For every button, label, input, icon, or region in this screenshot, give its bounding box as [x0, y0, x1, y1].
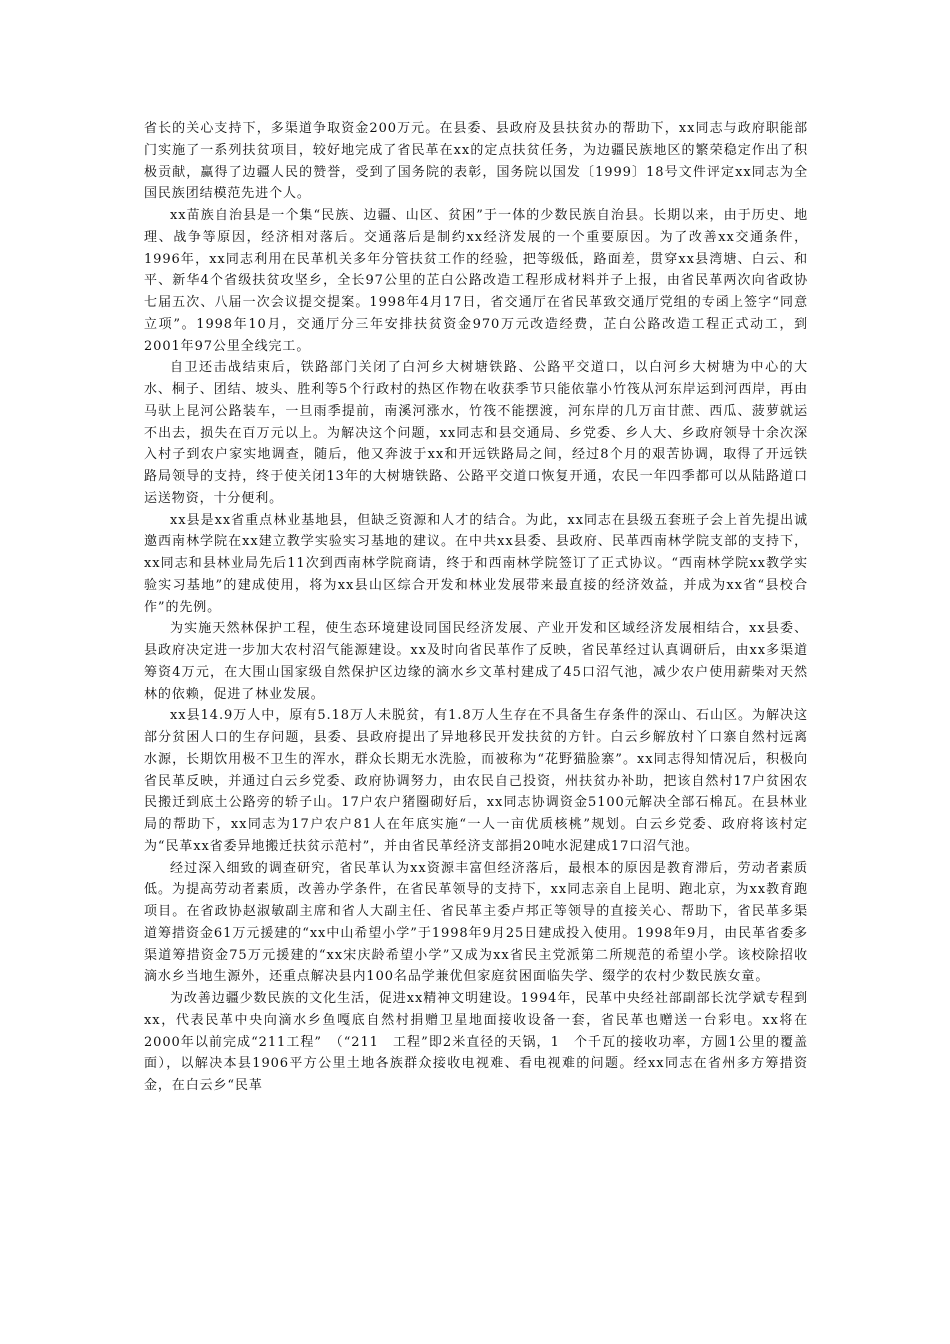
- paragraph-3: 自卫还击战结束后，铁路部门关闭了白河乡大树塘铁路、公路平交道口，以白河乡大树塘为中心的大水、桐子、团结、坡头、胜利等5个行政村的热区作物在收获季节只能依靠小竹筏从河东岸运到河西岸，再由马驮上昆河公路装车，一旦雨季提前，南溪河涨水，竹筏不能摆渡，河东岸的几万亩甘蔗、西瓜、菠萝就运不出去，损失在百万元以上。为解决这个问题，xx同志和县交通局、乡党委、乡人大、乡政府领导十余次深入村子到农户家实地调查，随后，他又奔波于xx和开远铁路局之间，经过8个月的艰苦协调，取得了开远铁路局领导的支持，终于使关闭13年的大树塘铁路、公路平交道口恢复开通，农民一年四季都可以从陆路道口运送物资，十分便利。: [144, 360, 808, 506]
- paragraph-6: xx县14.9万人中，原有5.18万人未脱贫，有1.8万人生存在不具备生存条件的深山、石山区。为解决这部分贫困人口的生存问题，县委、县政府提出了异地移民开发扶贫的方针。白云乡解放村丫口寨自然村远离水源，长期饮用极不卫生的浑水，群众长期无水洗脸，而被称为“花野猫脸寨”。xx同志得知情况后，积极向省民革反映，并通过白云乡党委、政府协调努力，由农民自己投资，州扶贫办补助，把该自然村17户贫困农民搬迁到底土公路旁的轿子山。17户农户猪圈砌好后，xx同志协调资金5100元解决全部石棉瓦。在县林业局的帮助下，xx同志为17户农户81人在年底实施“一人一亩优质核桃”规划。白云乡党委、政府将该村定为“民革xx省委异地搬迁扶贫示范村”，并由省民革经济支部捐20吨水泥建成17口沼气池。: [144, 708, 808, 854]
- paragraph-8: 为改善边疆少数民族的文化生活，促进xx精神文明建设。1994年，民革中央经社部副部长沈学斌专程到xx，代表民革中央向滴水乡鱼嘎底自然村捐赠卫星地面接收设备一套，省民革也赠送一台彩电。xx将在2000年以前完成“211工程” （“211 工程”即2米直径的天锅，1 个千瓦的接收功率，方圆1公里的覆盖面），以解决本县1906平方公里土地各族群众接收电视难、看电视难的问题。经xx同志在省州多方筹措资金，在白云乡“民革: [144, 991, 808, 1093]
- paragraph-1: 省长的关心支持下，多渠道争取资金200万元。在县委、县政府及县扶贫办的帮助下，xx同志与政府职能部门实施了一系列扶贫项目，较好地完成了省民革在xx的定点扶贫任务，为边疆民族地区的繁荣稳定作出了积极贡献，赢得了边疆人民的赞誉，受到了国务院的表彰，国务院以国发〔1999〕18号文件评定xx同志为全国民族团结模范先进个人。: [144, 121, 808, 202]
- paragraph-5: 为实施天然林保护工程，使生态环境建设同国民经济发展、产业开发和区域经济发展相结合，xx县委、县政府决定进一步加大农村沼气能源建设。xx及时向省民革作了反映，省民革经过认真调研后，由xx多渠道筹资4万元，在大围山国家级自然保护区边缘的滴水乡文革村建成了45口沼气池，减少农户使用薪柴对天然林的依赖，促进了林业发展。: [144, 621, 808, 702]
- paragraph-7: 经过深入细致的调查研究，省民革认为xx资源丰富但经济落后，最根本的原因是教育滞后，劳动者素质低。为提高劳动者素质，改善办学条件，在省民革领导的支持下，xx同志亲自上昆明、跑北京，为xx教育跑项目。在省政协赵淑敏副主席和省人大副主任、省民革主委卢邦正等领导的直接关心、帮助下，省民革多渠道筹措资金61万元援建的“xx中山希望小学”于1998年9月25日建成投入使用。1998年9月，由民革省委多渠道筹措资金75万元援建的“xx宋庆龄希望小学”又成为xx省民主党派第二所规范的希望小学。该校除招收滴水乡当地生源外，还重点解决县内100名品学兼优但家庭贫困面临失学、缀学的农村少数民族女童。: [144, 860, 808, 985]
- paragraph-4: xx县是xx省重点林业基地县，但缺乏资源和人才的结合。为此，xx同志在县级五套班子会上首先提出诚邀西南林学院在xx建立教学实验实习基地的建议。在中共xx县委、县政府、民革西南林学院支部的支持下，xx同志和县林业局先后11次到西南林学院商请，终于和西南林学院签订了正式协议。“西南林学院xx教学实验实习基地”的建成使用，将为xx县山区综合开发和林业发展带来最直接的经济效益，并成为xx省“县校合作”的先例。: [144, 512, 808, 615]
- paragraph-2: xx苗族自治县是一个集“民族、边疆、山区、贫困”于一体的少数民族自治县。长期以来，由于历史、地理、战争等原因，经济相对落后。交通落后是制约xx经济发展的一个重要原因。为了改善xx交通条件，1996年，xx同志利用在民革机关多年分管扶贫工作的经验，把等级低，路面差，贯穿xx县湾塘、白云、和平、新华4个省级扶贫攻坚乡，全长97公里的芷白公路改造工程形成材料并子上报，由省民革两次向省政协七届五次、八届一次会议提交提案。1998年4月17日，省交通厅在省民革致交通厅党组的专函上签字“同意立项”。1998年10月，交通厅分三年安排扶贫资金970万元改造经费，芷白公路改造工程正式动工，到2001年97公里全线完工。: [144, 208, 808, 354]
- document-body: [144, 118, 808, 1097]
